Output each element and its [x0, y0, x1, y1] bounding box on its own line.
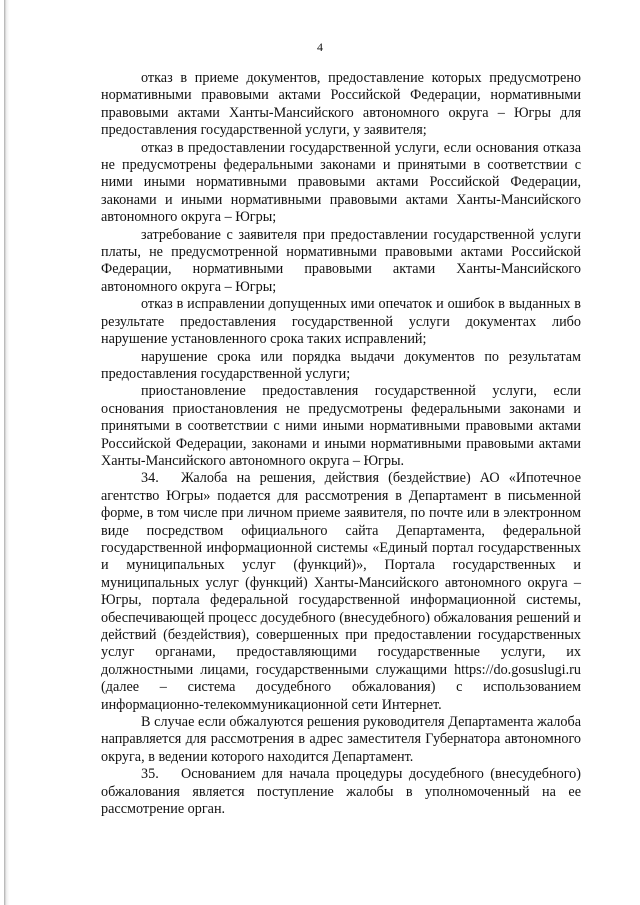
paragraph: приостановление предоставления государственной услуги, если основания приостановления не предусмотрены федеральными законами и принятыми в соответствии с ними иными нормативными правовыми актами Российской Федерации, законами и иными нормативными правовыми актами Ханты-Мансийского автономного округа – Югры.	[101, 383, 581, 469]
paragraph: отказ в исправлении допущенных ими опечаток и ошибок в выданных в результате предоставления государственной услуги документах либо нарушение установленного срока таких исправлений;	[101, 296, 581, 348]
paragraph: отказ в приеме документов, предоставление которых предусмотрено нормативными правовыми актами Российской Федерации, нормативными правовыми актами Ханты-Мансийского автономного округа – Югры для предоставления государственной услуги, у заявителя;	[101, 70, 581, 139]
paragraph-number: 34.	[141, 470, 159, 487]
page-number: 4	[317, 40, 323, 54]
paragraph: отказ в предоставлении государственной услуги, если основания отказа не предусмотрены федеральными законами и принятыми в соответствии с ними иными нормативными правовыми актами Российской Федерации, законами и иными нормативными правовыми актами Ханты-Мансийского автономного округа – Югры;	[101, 139, 581, 226]
scan-edge	[4, 0, 10, 905]
paragraph-text: Жалоба на решения, действия (бездействие) АО «Ипотечное агентство Югры» подается для рассмотрения в Департамент в письменной форме, в том числе при личном приеме заявителя, по почте или в электронном виде посредством официального сайта Департамента, федеральной государственной информационной системы «Единый портал государственных и муниципальных услуг (функций)», Портала государственных и муниципальных услуг (функций) Ханты-Мансийского автономного округа – Югры, портала федеральной государственной информационной системы, обеспечивающей процесс досудебного (внесудебного) обжалования решений и действий (бездействия), совершенных при предоставлении государственных услуг органами, предоставляющими государственные услуги, их должностными лицами, государственными служащими https://do.gosuslugi.ru (далее – система досудебного обжалования) с использованием информационно-телекоммуникационной сети Интернет.	[101, 470, 581, 713]
paragraph-text: Основанием для начала процедуры досудебного (внесудебного) обжалования является поступление жалобы в уполномоченный на ее рассмотрение орган.	[101, 766, 581, 818]
document-body	[101, 70, 581, 818]
paragraph: нарушение срока или порядка выдачи документов по результатам предоставления государственной услуги;	[101, 348, 581, 382]
paragraph-34	[101, 470, 581, 714]
paragraph: затребование с заявителя при предоставлении государственной услуги платы, не предусмотренной нормативными правовыми актами Российской Федерации, нормативными правовыми актами Ханты-Мансийского автономного округа – Югры;	[101, 226, 581, 295]
paragraph-number: 35.	[141, 766, 159, 783]
paragraph: В случае если обжалуются решения руководителя Департамента жалоба направляется для рассмотрения в адрес заместителя Губернатора автономного округа, в ведении которого находится Департамент.	[101, 714, 581, 765]
paragraph-35	[101, 766, 581, 818]
